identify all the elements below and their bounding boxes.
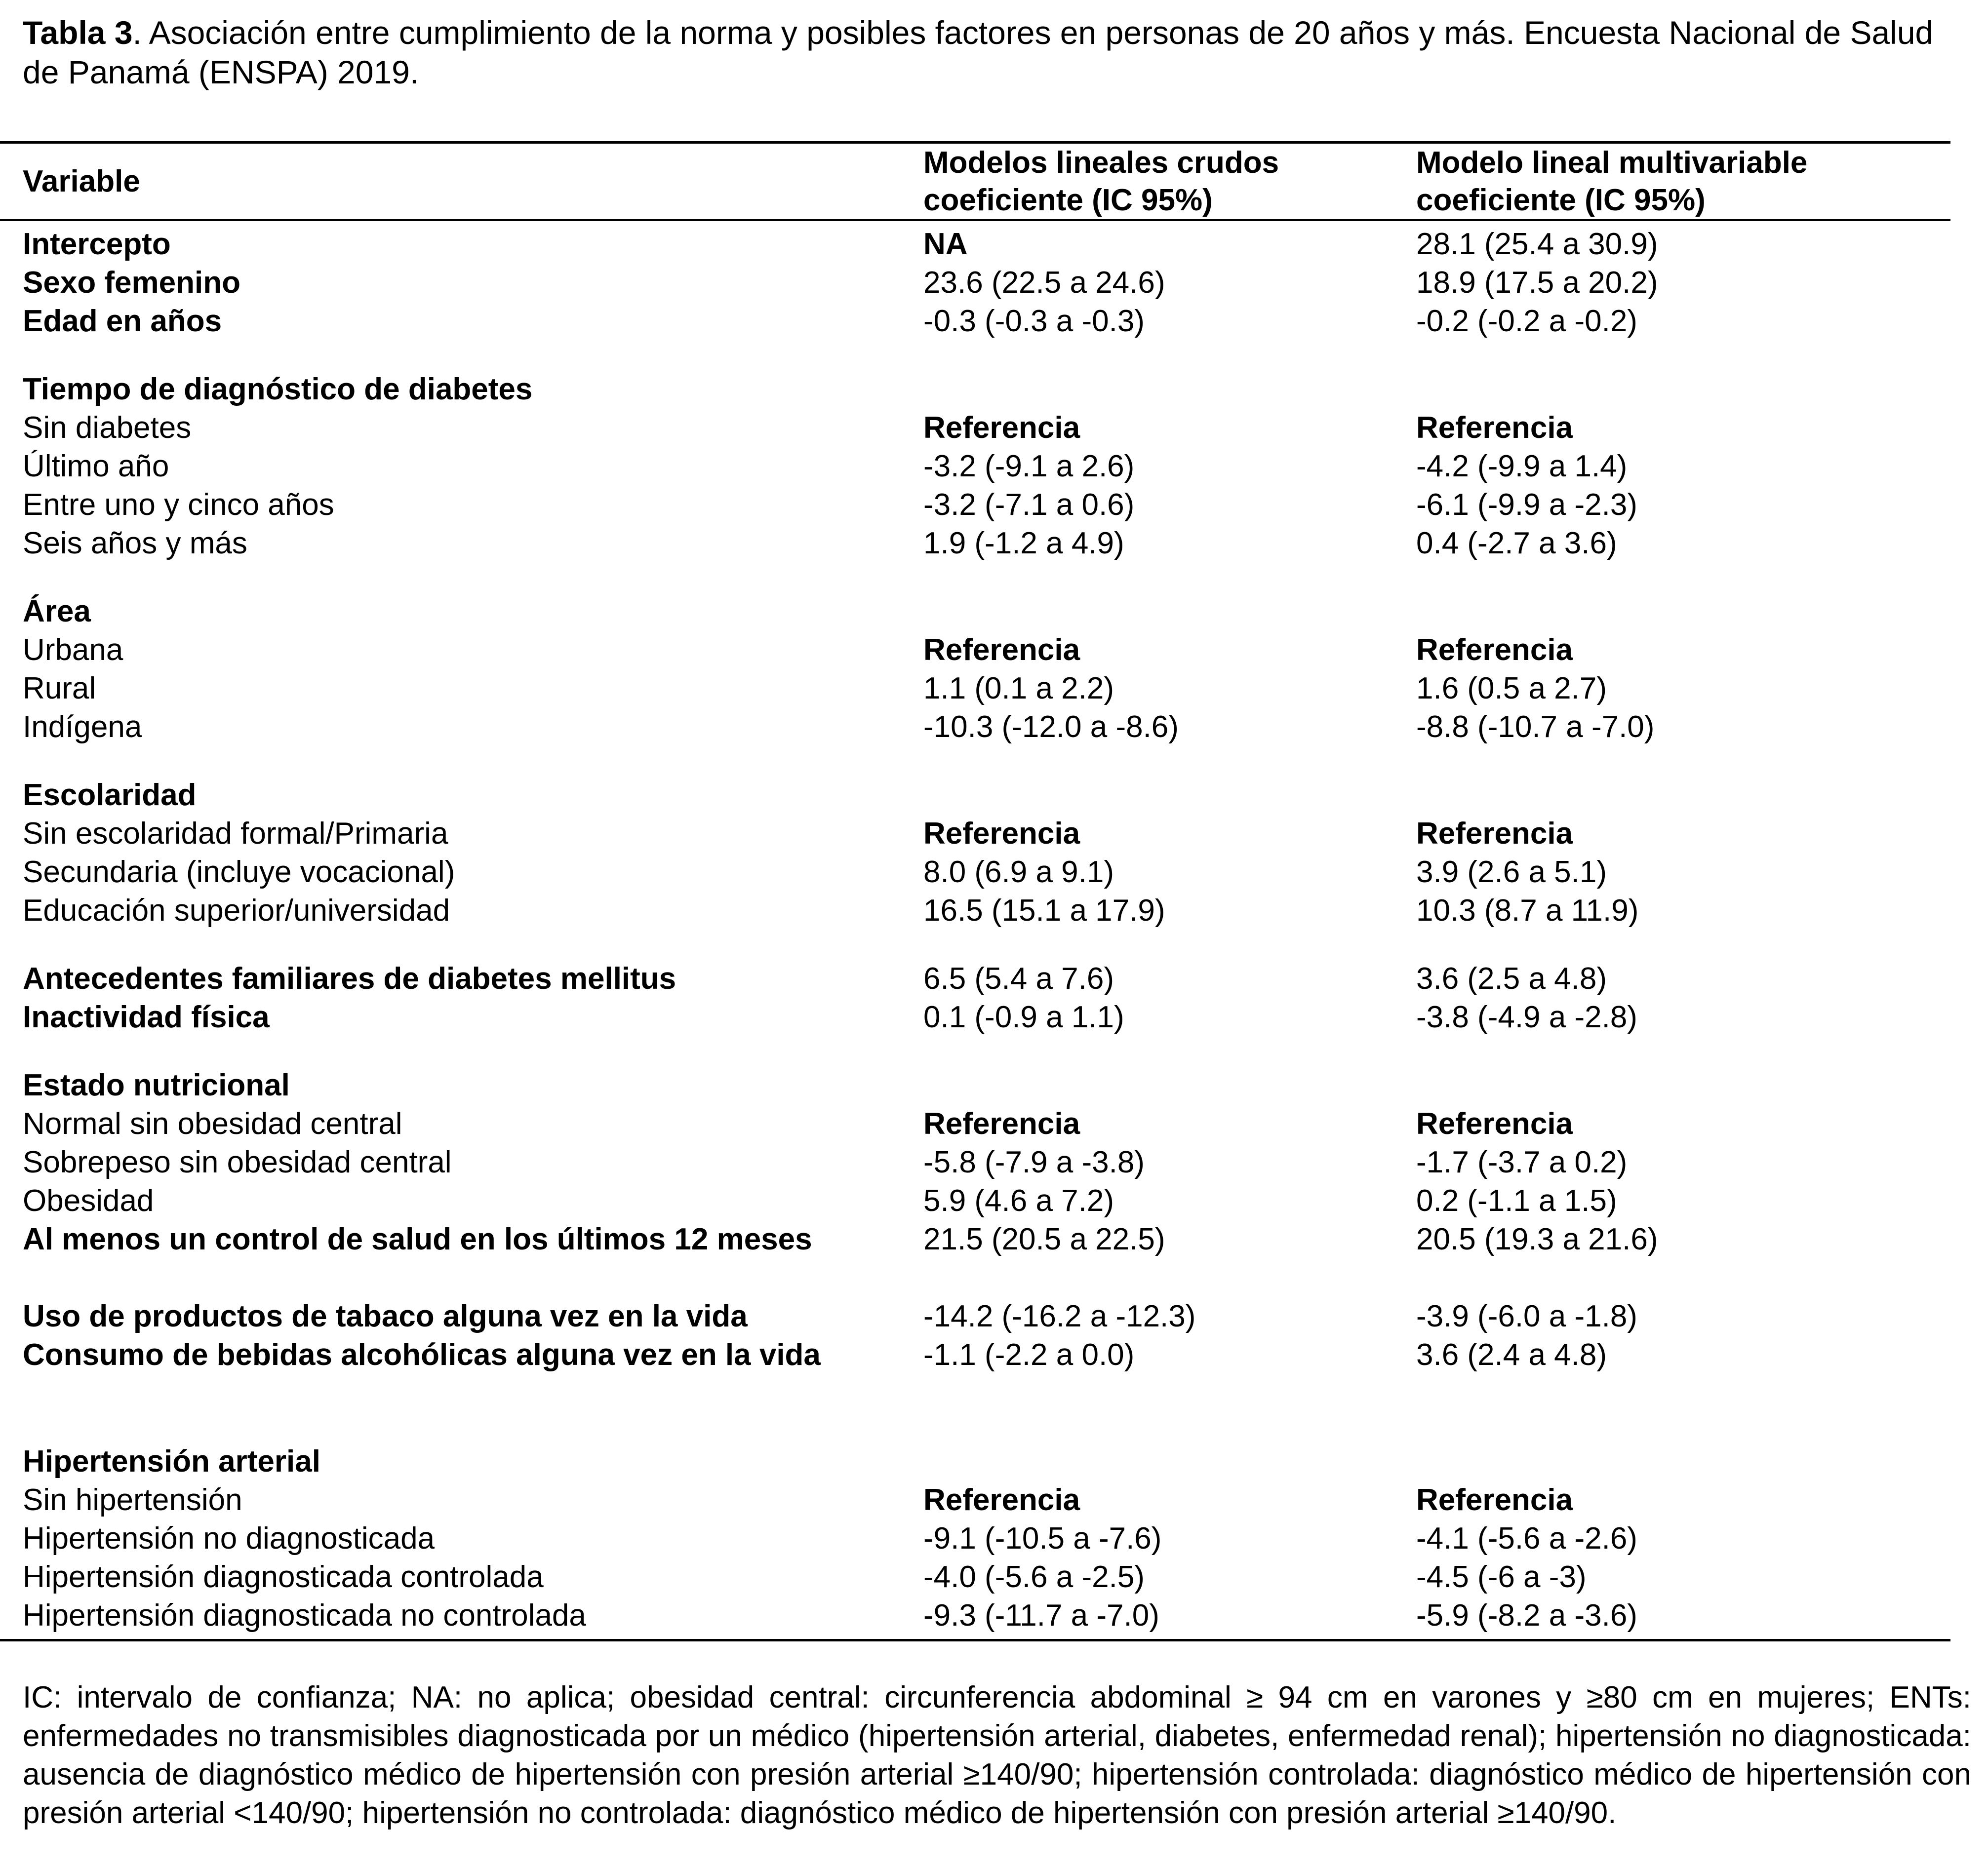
- multi-value: 0.2 (-1.1 a 1.5): [1416, 1184, 1617, 1218]
- header-crude-models: Modelos lineales crudos coeficiente (IC 95%): [923, 146, 1279, 217]
- results-table: [0, 225, 1950, 1635]
- multi-value: 1.6 (0.5 a 2.7): [1416, 671, 1607, 705]
- row-label: Edad en años: [23, 304, 222, 338]
- row-label: Obesidad: [23, 1184, 154, 1218]
- table-row: [0, 524, 1950, 563]
- crude-value: 6.5 (5.4 a 7.6): [923, 962, 1114, 996]
- table-row: [0, 1481, 1950, 1519]
- section-label: Escolaridad: [23, 778, 197, 812]
- multi-value: Referencia: [1416, 633, 1573, 667]
- table-row: [0, 409, 1950, 447]
- section-label: Hipertensión arterial: [23, 1444, 320, 1479]
- multi-value: 3.9 (2.6 a 5.1): [1416, 855, 1607, 889]
- table-row: [0, 631, 1950, 669]
- crude-value: 21.5 (20.5 a 22.5): [923, 1222, 1165, 1256]
- section-header-row: [0, 592, 1950, 631]
- crude-value: -14.2 (-16.2 a -12.3): [923, 1299, 1196, 1333]
- multi-value: Referencia: [1416, 1483, 1573, 1517]
- crude-value: Referencia: [923, 817, 1080, 851]
- crude-value: Referencia: [923, 1107, 1080, 1141]
- table-row: [0, 225, 1950, 264]
- caption-text: . Asociación entre cumplimiento de la norma y posibles factores en personas de 20 años y más. Encuesta Nacional de Salud de Panamá (ENSPA) 2019.: [23, 14, 1934, 90]
- caption-label: Tabla 3: [23, 14, 133, 51]
- table-row: [0, 1297, 1950, 1336]
- crude-value: -5.8 (-7.9 a -3.8): [923, 1145, 1145, 1179]
- crude-value: NA: [923, 227, 968, 261]
- multi-value: 3.6 (2.4 a 4.8): [1416, 1338, 1607, 1372]
- table-caption: [23, 13, 1948, 92]
- crude-value: Referencia: [923, 411, 1080, 445]
- header-multivariable-model: Modelo lineal multivariable coeficiente (IC 95%): [1416, 146, 1808, 217]
- crude-value: Referencia: [923, 1483, 1080, 1517]
- row-label: Uso de productos de tabaco alguna vez en la vida: [23, 1299, 748, 1333]
- crude-value: -10.3 (-12.0 a -8.6): [923, 710, 1179, 744]
- table-row: [0, 302, 1950, 341]
- row-label: Hipertensión no diagnosticada: [23, 1521, 435, 1556]
- multi-value: -0.2 (-0.2 a -0.2): [1416, 304, 1637, 338]
- multi-value: -8.8 (-10.7 a -7.0): [1416, 710, 1655, 744]
- table-row: [0, 669, 1950, 708]
- section-label: Tiempo de diagnóstico de diabetes: [23, 372, 533, 406]
- section-header-row: [0, 1066, 1950, 1105]
- row-label: Sin escolaridad formal/Primaria: [23, 817, 448, 851]
- row-label: Educación superior/universidad: [23, 894, 450, 928]
- table-row: [0, 1105, 1950, 1143]
- row-label: Intercepto: [23, 227, 171, 261]
- row-label: Indígena: [23, 710, 142, 744]
- header-rule: [0, 219, 1950, 221]
- table-row: [0, 815, 1950, 853]
- row-label: Normal sin obesidad central: [23, 1107, 402, 1141]
- crude-value: 8.0 (6.9 a 9.1): [923, 855, 1114, 889]
- bottom-rule: [0, 1639, 1950, 1641]
- row-label: Entre uno y cinco años: [23, 488, 334, 522]
- multi-value: -3.9 (-6.0 a -1.8): [1416, 1299, 1637, 1333]
- multi-value: -5.9 (-8.2 a -3.6): [1416, 1598, 1637, 1633]
- crude-value: 0.1 (-0.9 a 1.1): [923, 1000, 1124, 1034]
- multi-value: Referencia: [1416, 817, 1573, 851]
- table-row: [0, 998, 1950, 1037]
- crude-value: -9.1 (-10.5 a -7.6): [923, 1521, 1162, 1556]
- section-header-row: [0, 370, 1950, 409]
- row-label: Consumo de bebidas alcohólicas alguna vez en la vida: [23, 1338, 821, 1372]
- row-label: Sexo femenino: [23, 266, 240, 300]
- multi-value: -4.1 (-5.6 a -2.6): [1416, 1521, 1637, 1556]
- multi-value: -4.2 (-9.9 a 1.4): [1416, 449, 1628, 483]
- row-label: Urbana: [23, 633, 123, 667]
- table-row: [0, 1558, 1950, 1596]
- table-row: [0, 892, 1950, 930]
- table-row: [0, 708, 1950, 746]
- table-row: [0, 264, 1950, 302]
- multi-value: -3.8 (-4.9 a -2.8): [1416, 1000, 1637, 1034]
- table-row: [0, 486, 1950, 524]
- section-label: Estado nutricional: [23, 1068, 290, 1102]
- row-label: Inactividad física: [23, 1000, 270, 1034]
- section-label: Área: [23, 594, 91, 628]
- multi-value: Referencia: [1416, 411, 1573, 445]
- table-row: [0, 1182, 1950, 1220]
- table-row: [0, 447, 1950, 486]
- multi-value: 10.3 (8.7 a 11.9): [1416, 894, 1639, 928]
- crude-value: -0.3 (-0.3 a -0.3): [923, 304, 1145, 338]
- row-label: Sin hipertensión: [23, 1483, 242, 1517]
- multi-value: -1.7 (-3.7 a 0.2): [1416, 1145, 1628, 1179]
- crude-value: 23.6 (22.5 a 24.6): [923, 266, 1165, 300]
- row-label: Último año: [23, 449, 169, 483]
- table-footnote: IC: intervalo de confianza; NA: no aplica; obesidad central: circunferencia abdominal ≥ 94 cm en varones y ≥80 cm en mujeres; ENTs: enfermedades no transmisibles diagnosticada por un médico (hipertensión arterial, diabetes, enfermedad renal); hipertensión no diagnosticada: ausencia de diagnóstico médico de hipertensión con presión arterial ≥140/90; hipertensión controlada: diagnóstico médico de hipertensión con presión arterial <140/90; hipertensión no controlada: diagnóstico médico de hipertensión con presión arterial ≥140/90.: [23, 1680, 1971, 1830]
- multi-value: 18.9 (17.5 a 20.2): [1416, 266, 1658, 300]
- crude-value: -4.0 (-5.6 a -2.5): [923, 1560, 1145, 1594]
- multi-value: 20.5 (19.3 a 21.6): [1416, 1222, 1658, 1256]
- crude-value: -1.1 (-2.2 a 0.0): [923, 1338, 1135, 1372]
- top-rule: [0, 141, 1950, 144]
- section-header-row: [0, 1442, 1950, 1481]
- table-row: [0, 1519, 1950, 1558]
- row-label: Sin diabetes: [23, 411, 192, 445]
- multi-value: 3.6 (2.5 a 4.8): [1416, 962, 1607, 996]
- crude-value: -3.2 (-7.1 a 0.6): [923, 488, 1135, 522]
- table-row: [0, 853, 1950, 892]
- table-row: [0, 1143, 1950, 1182]
- header-variable: Variable: [23, 164, 140, 198]
- crude-value: 1.1 (0.1 a 2.2): [923, 671, 1114, 705]
- table-row: [0, 1336, 1950, 1413]
- multi-value: -6.1 (-9.9 a -2.3): [1416, 488, 1637, 522]
- row-label: Hipertensión diagnosticada controlada: [23, 1560, 544, 1594]
- row-label: Al menos un control de salud en los últimos 12 meses: [23, 1222, 812, 1256]
- crude-value: 16.5 (15.1 a 17.9): [923, 894, 1165, 928]
- table-row: [0, 1596, 1950, 1635]
- table-row: [0, 1220, 1950, 1297]
- multi-value: -4.5 (-6 a -3): [1416, 1560, 1587, 1594]
- crude-value: -3.2 (-9.1 a 2.6): [923, 449, 1135, 483]
- multi-value: Referencia: [1416, 1107, 1573, 1141]
- crude-value: -9.3 (-11.7 a -7.0): [923, 1598, 1159, 1633]
- multi-value: 0.4 (-2.7 a 3.6): [1416, 526, 1617, 560]
- row-label: Sobrepeso sin obesidad central: [23, 1145, 452, 1179]
- multi-value: 28.1 (25.4 a 30.9): [1416, 227, 1658, 261]
- crude-value: 5.9 (4.6 a 7.2): [923, 1184, 1114, 1218]
- crude-value: Referencia: [923, 633, 1080, 667]
- section-header-row: [0, 776, 1950, 815]
- row-label: Hipertensión diagnosticada no controlada: [23, 1598, 586, 1633]
- row-label: Rural: [23, 671, 96, 705]
- crude-value: 1.9 (-1.2 a 4.9): [923, 526, 1124, 560]
- row-label: Secundaria (incluye vocacional): [23, 855, 455, 889]
- row-label: Antecedentes familiares de diabetes mellitus: [23, 962, 676, 996]
- row-label: Seis años y más: [23, 526, 247, 560]
- table-row: [0, 960, 1950, 998]
